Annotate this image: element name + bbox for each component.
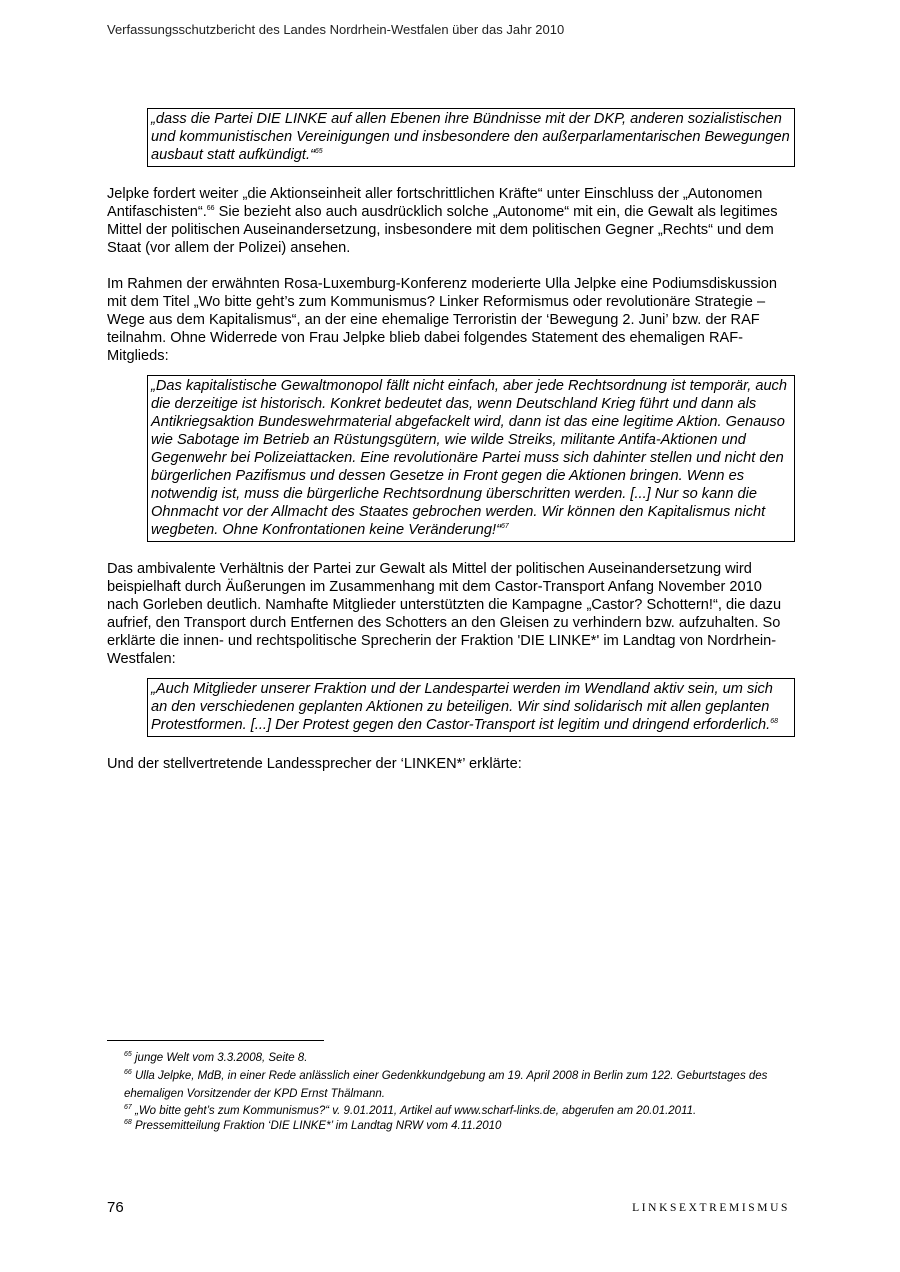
paragraph-landessprecher: Und der stellvertretende Landessprecher der ‘LINKEN*’ erklärte: [107, 756, 522, 772]
footnote-ref-65[interactable]: 65 [314, 148, 323, 156]
page-number: 76 [107, 1199, 124, 1216]
quote-text: „Das kapitalistische Gewaltmonopol fällt nicht einfach, aber jede Rechtsordnung ist temporär, auch die derzeitige ist historisch. Konkret bedeutet das, wenn Deutschland Krieg führt und dann als Antikriegsaktion Bundeswehrmaterial abgefackelt wird, dann ist das eine legitime Aktion. Genauso wie Sabotage im Betrieb an Rüstungsgütern, wie wilde Streiks, militante Antifa-Aktionen und Gegenwehr bei Polizeiattacken. Eine revolutionäre Partei muss sich dahinter stellen und nicht den bürgerlichen Pazifismus und dessen Gesetze in Front gegen die Aktionen bringen. Wenn es notwendig ist, muss die bürgerliche Rechtsordnung überschritten werden. [...] Nur so kann die Ohnmacht vor der Allmacht des Staates gebrochen werden. Wir können den Kapitalismus nicht wegbeten. Ohne Konfrontationen keine Veränderung!“ [151, 378, 787, 538]
quote-text: „Auch Mitglieder unserer Fraktion und der Landespartei werden im Wendland aktiv sein, um sich an den verschiedenen geplanten Aktionen zu beteiligen. Wir sind solidarisch mit allen geplanten Protestformen. [...] Der Protest gegen den Castor-Transport ist legitim und dringend erforderlich. [151, 681, 773, 733]
quote-block-65 [147, 108, 795, 167]
paragraph-castor-transport: Das ambivalente Verhältnis der Partei zur Gewalt als Mittel der politischen Auseinandersetzung wird beispielhaft durch Äußerungen im Zusammenhang mit dem Castor-Transport Anfang November 2010 nach Gorleben deutlich. Namhafte Mitglieder unterstützten die Kampagne „Castor? Schottern!“, die dazu aufrief, den Transport durch Entfernen des Schotters an den Gleisen zu verhindern bzw. aufzuhalten. So erklärte die innen- und rechtspolitische Sprecherin der Fraktion 'DIE LINKE*' im Landtag von Nordrhein-Westfalen: [107, 561, 782, 667]
footnote-67 [124, 1105, 804, 1118]
footnote-text: junge Welt vom 3.3.2008, Seite 8. [131, 1052, 308, 1064]
footnote-65 [124, 1049, 804, 1067]
quote-block-68 [147, 678, 795, 737]
footnote-text: Ulla Jelpke, MdB, in einer Rede anlässlich einer Gedenkkundgebung am 19. April 2008 in Berlin zum 122. Geburtstages des ehemaligen Vorsitzender der KPD Ernst Thälmann. [124, 1070, 768, 1100]
paragraph-rosa-luxemburg-konferenz: Im Rahmen der erwähnten Rosa-Luxemburg-Konferenz moderierte Ulla Jelpke eine Podiumsdiskussion mit dem Titel „Wo bitte geht’s zum Kommunismus? Linker Reformismus oder revolutionäre Strategie – Wege aus dem Kapitalismus“, an der eine ehemalige Terroristin der ‘Bewegung 2. Juni’ bzw. der RAF teilnahm. Ohne Widerrede von Frau Jelpke blieb dabei folgendes Statement des ehemaligen RAF-Mitglieds: [107, 276, 778, 364]
footnote-ref-67[interactable]: 67 [500, 523, 509, 531]
paragraph-jelpke-aktionseinheit [107, 185, 795, 257]
paragraph-text: Jelpke fordert weiter „die Aktionseinheit aller fortschrittlichen Kräfte“ unter Einschluss der „Autonomen Antifaschisten“. [107, 186, 763, 220]
quote-block-67 [147, 375, 795, 542]
footnote-text: „Wo bitte geht’s zum Kommunismus?“ v. 9.01.2011, Artikel auf www.scharf-links.de, abgerufen am 20.01.2011. [131, 1105, 697, 1117]
section-label: LINKSEXTREMISMUS [632, 1202, 790, 1214]
footnote-ref-66[interactable]: 66 [206, 205, 215, 213]
running-header: Verfassungsschutzbericht des Landes Nordrhein-Westfalen über das Jahr 2010 [107, 22, 565, 37]
footnote-ref-68[interactable]: 68 [770, 718, 778, 726]
footnote-number: 68 [124, 1119, 132, 1127]
paragraph-text: Sie bezieht also auch ausdrücklich solche „Autonome“ mit ein, die Gewalt als legitimes Mittel der politischen Auseinandersetzung, insbesondere mit dem politischen Gegner „Rechts“ und dem Staat (vor allem der Polizei) ansehen. [107, 204, 778, 256]
footnote-68 [124, 1120, 804, 1133]
footnote-number: 66 [124, 1069, 132, 1077]
footnote-separator [107, 1040, 324, 1041]
quote-text: „dass die Partei DIE LINKE auf allen Ebenen ihre Bündnisse mit der DKP, anderen sozialistischen und kommunistischen Vereinigungen und insbesondere den außerparlamentarischen Bewegungen ausbaut statt aufkündigt.“ [151, 111, 790, 163]
footnotes [124, 1049, 804, 1133]
footnote-66 [124, 1067, 804, 1103]
footnote-number: 65 [124, 1051, 132, 1059]
footnote-text: Pressemitteilung Fraktion ‘DIE LINKE*’ im Landtag NRW vom 4.11.2010 [131, 1120, 502, 1132]
main-content [107, 108, 795, 773]
footnote-number: 67 [124, 1104, 132, 1112]
